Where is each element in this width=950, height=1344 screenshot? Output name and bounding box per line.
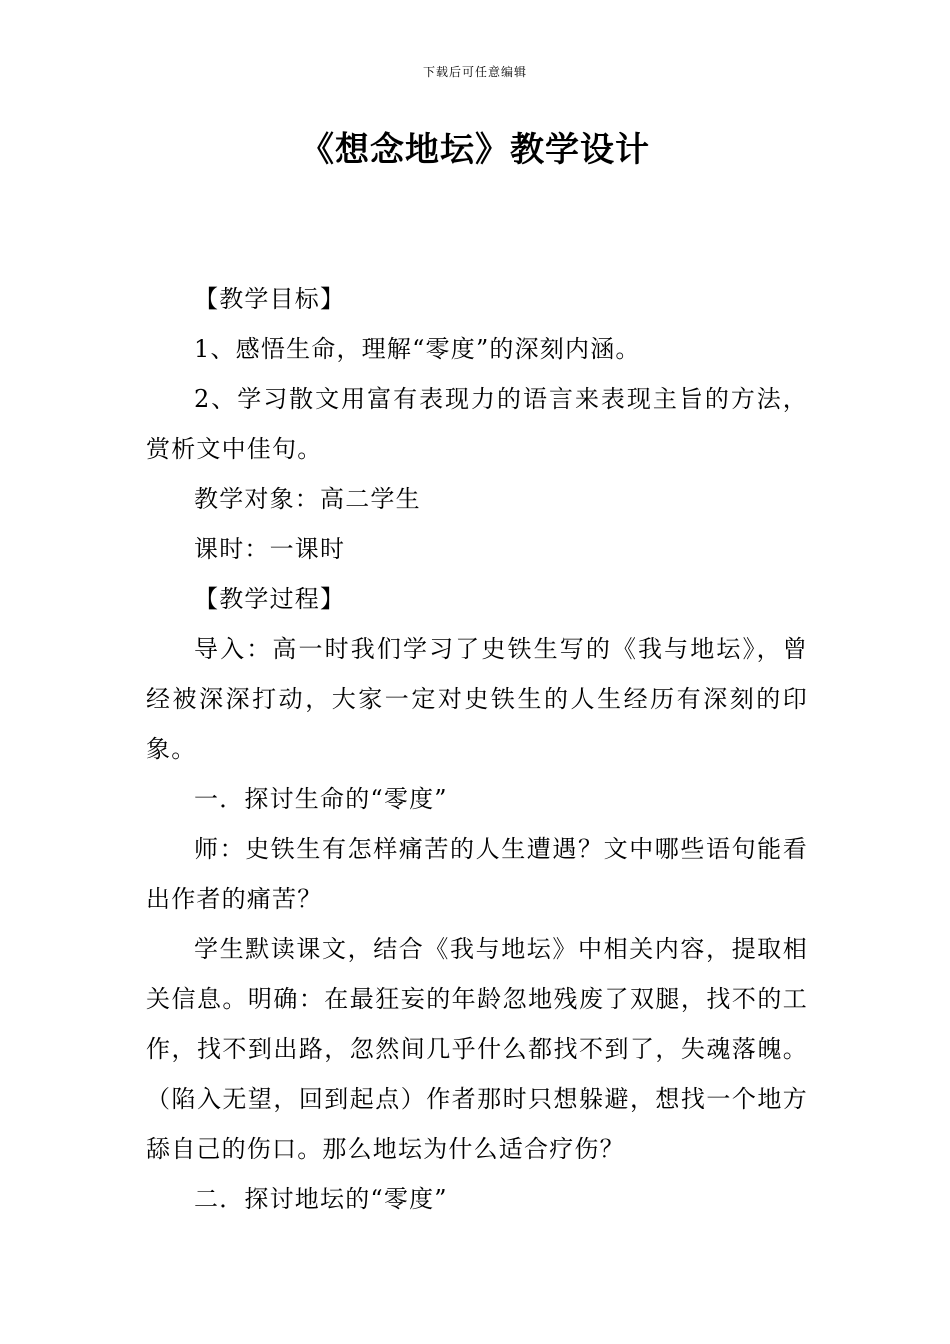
teacher-question: 师：史铁生有怎样痛苦的人生遭遇？文中哪些语句能看出作者的痛苦？ (146, 835, 808, 913)
subsection-heading-2: 二．探讨地坛的“零度” (194, 1185, 448, 1213)
student-activity-paragraph: 学生默读课文，结合《我与地坛》中相关内容，提取相关信息。明确：在最狂妄的年龄忽地残废了双腿，找不的工作，找不到出路，忽然间几乎什么都找不到了，失魂落魄。（陷入无望，回到起点）作者那时只想躲避，想找一个地方舔自己的伤口。那么地坛为什么适合疗伤？ (146, 935, 808, 1163)
objective-item-2: 2、学习散文用富有表现力的语言来表现主旨的方法，赏析文中佳句。 (146, 385, 808, 463)
subsection-heading-1: 一．探讨生命的“零度” (194, 785, 448, 813)
section-heading-objectives: 【教学目标】 (194, 285, 346, 313)
section-heading-process: 【教学过程】 (194, 585, 346, 613)
header-note: 下载后可任意编辑 (422, 65, 527, 79)
teaching-audience: 教学对象：高二学生 (194, 485, 421, 513)
document-title: 《想念地坛》教学设计 (300, 130, 650, 170)
objective-item-1: 1、感悟生命，理解“零度”的深刻内涵。 (194, 335, 641, 363)
class-hours: 课时：一课时 (194, 535, 346, 563)
document-body (146, 274, 808, 1224)
introduction-paragraph: 导入：高一时我们学习了史铁生写的《我与地坛》，曾经被深深打动，大家一定对史铁生的人生经历有深刻的印象。 (146, 635, 808, 763)
